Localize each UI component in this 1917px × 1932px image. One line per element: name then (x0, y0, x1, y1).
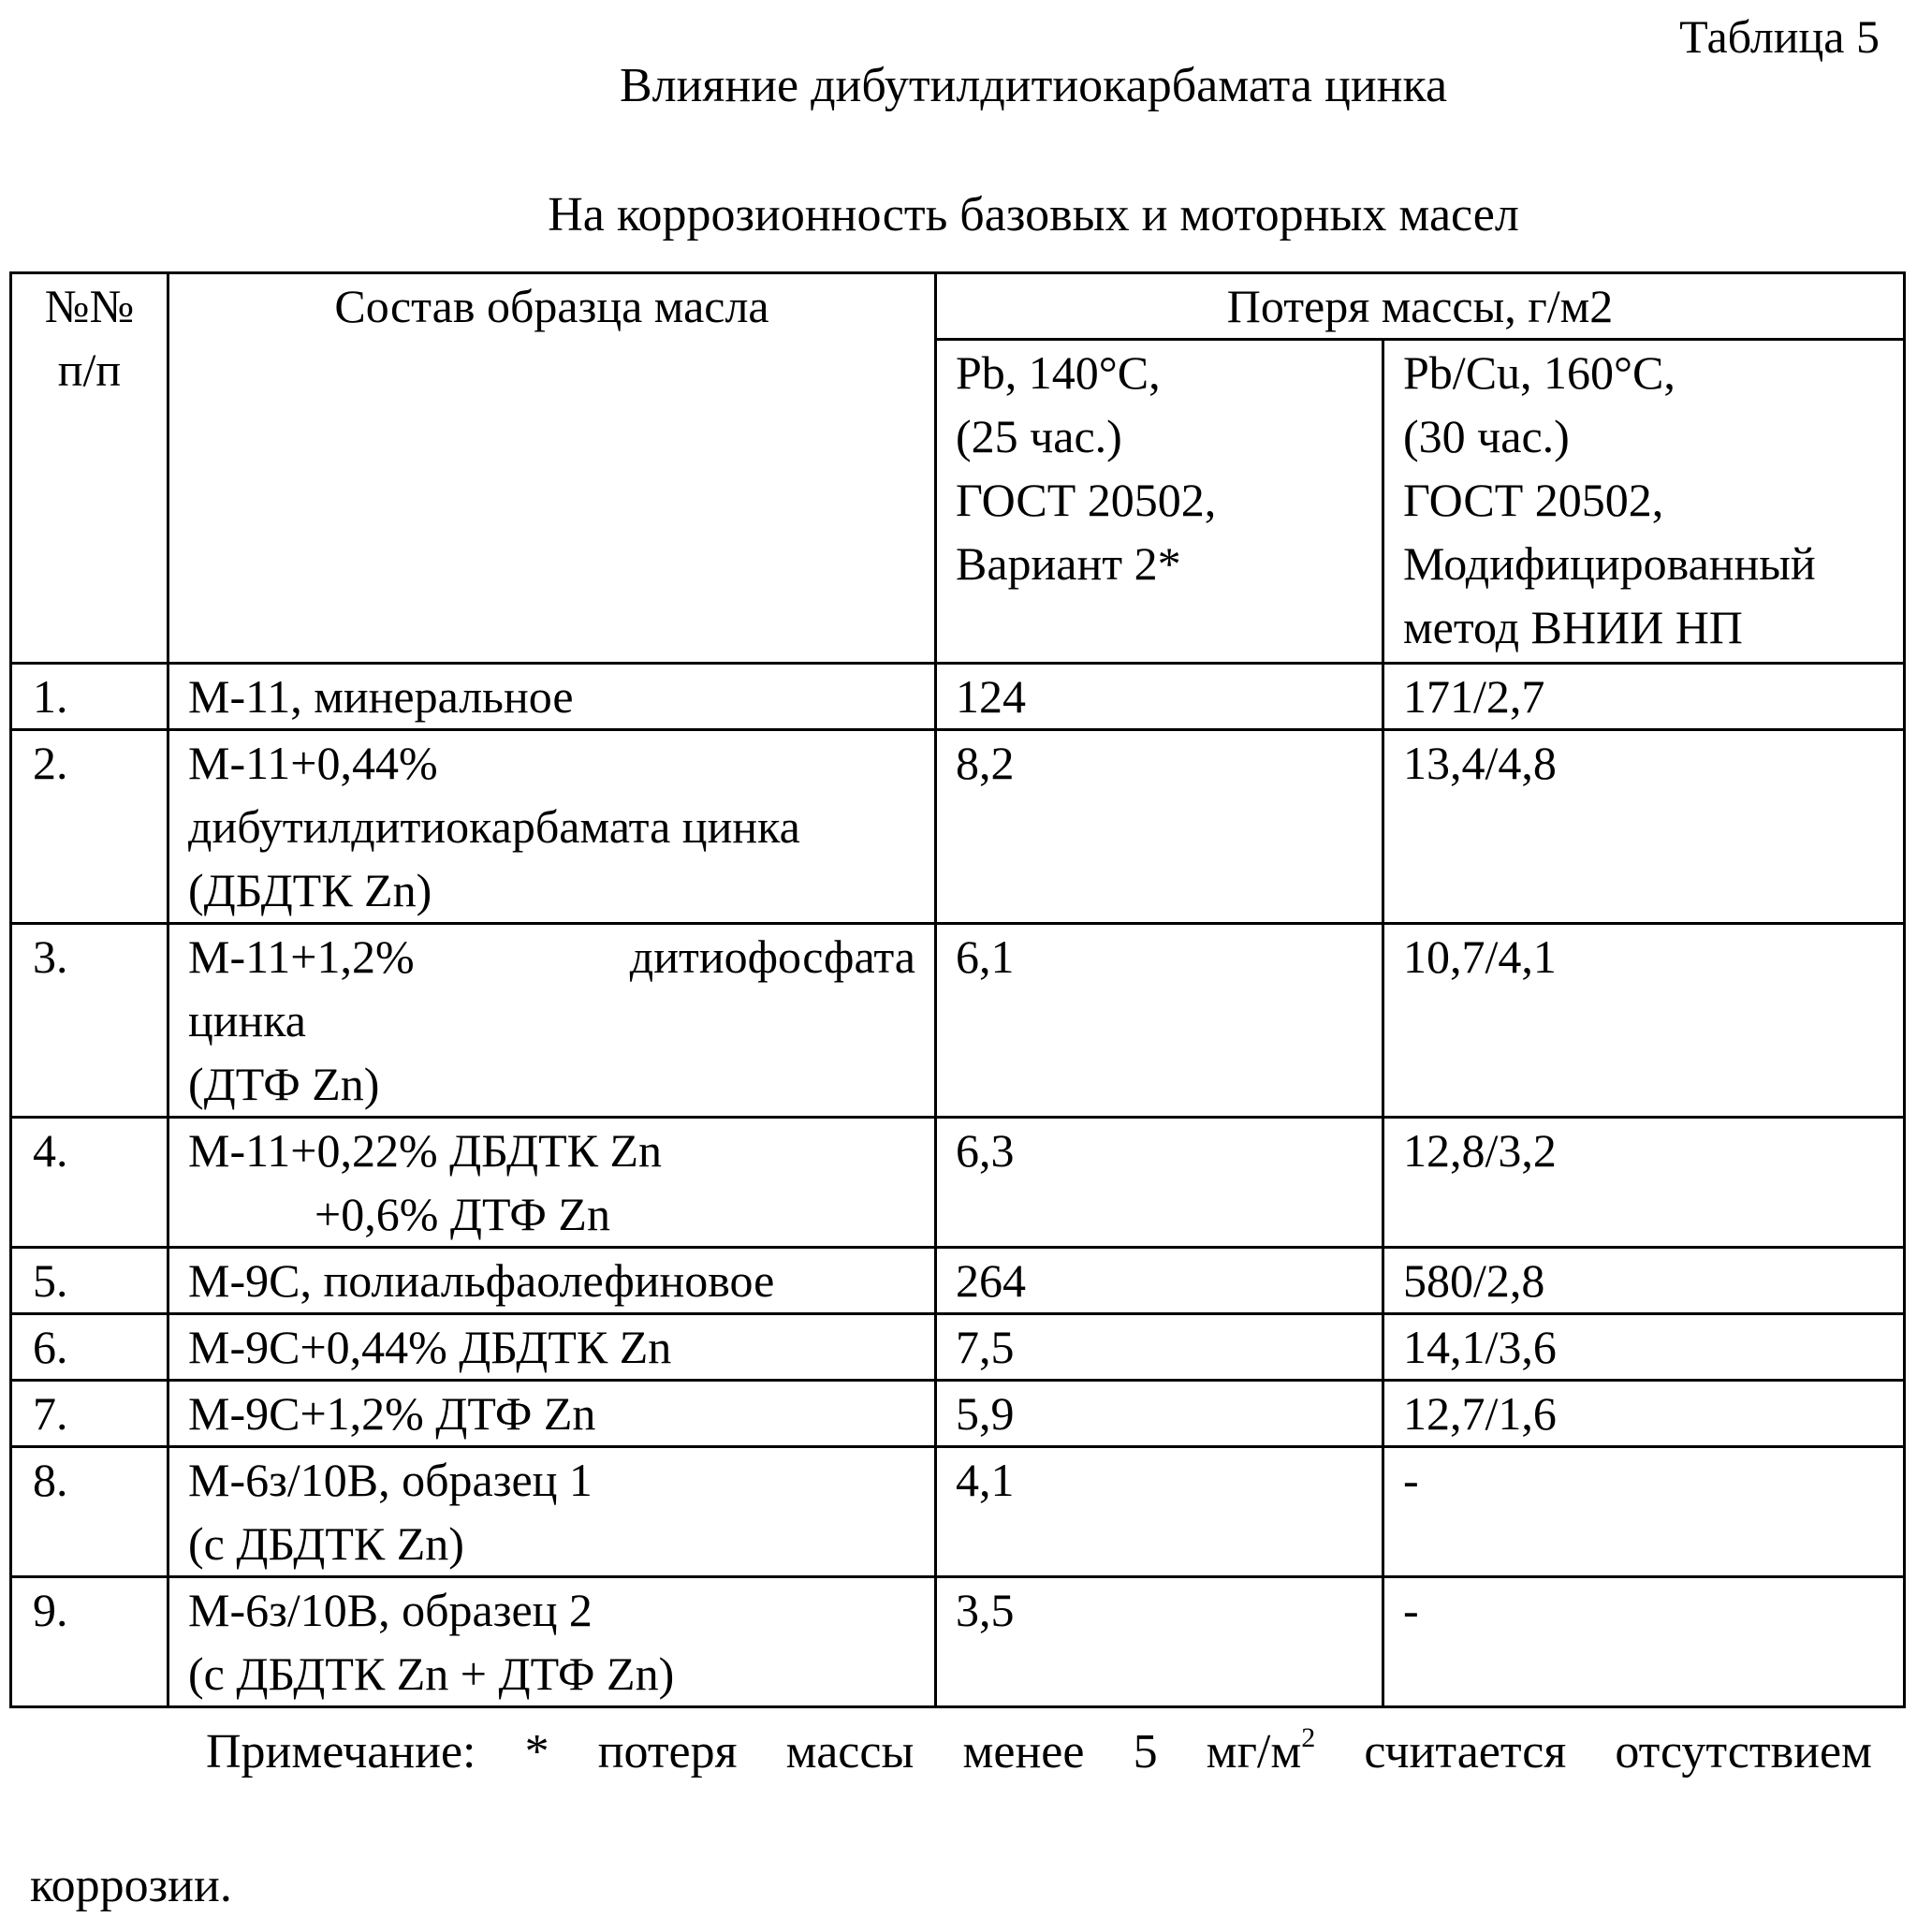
row-pbcu-loss: 580/2,8 (1383, 1248, 1905, 1314)
row-pb-loss: 124 (936, 664, 1383, 730)
table-row (11, 1447, 1905, 1577)
table-row (11, 1118, 1905, 1248)
note-word: * (524, 1725, 549, 1778)
note-word: отсутствием (1615, 1725, 1872, 1778)
header-pbcu-line: Pb/Cu, 160°C, (1403, 346, 1676, 399)
row-number: 2. (11, 730, 168, 924)
row-pbcu-loss: 13,4/4,8 (1383, 730, 1905, 924)
row-pb-loss: 8,2 (936, 730, 1383, 924)
footnote-end: коррозии. (30, 1859, 232, 1912)
header-pbcu-line: (30 час.) (1403, 410, 1570, 462)
note-word: считается (1364, 1725, 1567, 1778)
header-mass-loss: Потеря массы, г/м2 (936, 273, 1905, 340)
note-word: 5 (1133, 1725, 1158, 1778)
header-pb-line: (25 час.) (956, 410, 1122, 462)
row-composition (168, 1118, 936, 1248)
row-number: 3. (11, 924, 168, 1118)
composition-line: (с ДБДТК Zn) (188, 1517, 464, 1570)
header-num (11, 273, 168, 664)
header-pbcu-line: Модифицированный (1403, 537, 1816, 590)
composition-line: М-9С+1,2% ДТФ Zn (188, 1387, 596, 1440)
row-number: 5. (11, 1248, 168, 1314)
row-composition (168, 664, 936, 730)
note-superscript: 2 (1301, 1721, 1316, 1753)
row-composition (168, 924, 936, 1118)
row-composition (168, 730, 936, 924)
table-row (11, 1314, 1905, 1381)
row-number: 4. (11, 1118, 168, 1248)
row-pbcu-loss: 12,7/1,6 (1383, 1381, 1905, 1447)
header-num-line: п/п (57, 344, 122, 396)
row-pb-loss: 5,9 (936, 1381, 1383, 1447)
header-composition: Состав образца масла (168, 273, 936, 664)
composition-line: +0,6% ДТФ Zn (315, 1188, 610, 1240)
row-pbcu-loss: - (1383, 1577, 1905, 1707)
table-row (11, 664, 1905, 730)
header-pbcu (1383, 340, 1905, 664)
table-title-line1: Влияние дибутилдитиокарбамата цинка (619, 59, 1448, 112)
composition-line: М-11+0,44% (188, 737, 438, 789)
composition-line: М-11, минеральное (188, 670, 574, 723)
note-word: массы (785, 1725, 915, 1778)
row-number: 7. (11, 1381, 168, 1447)
header-pb-line: Вариант 2* (956, 537, 1181, 590)
footnote (206, 1721, 1872, 1779)
header-pbcu-line: ГОСТ 20502, (1403, 474, 1664, 526)
note-word: менее (962, 1725, 1085, 1778)
header-num-line: №№ (44, 280, 135, 332)
composition-line: М-9С+0,44% ДБДТК Zn (188, 1321, 672, 1373)
note-word: мг/м (1206, 1725, 1302, 1778)
composition-line: (ДБДТК Zn) (188, 864, 432, 916)
note-unit (1206, 1721, 1316, 1779)
header-row-1 (11, 273, 1905, 340)
row-number: 1. (11, 664, 168, 730)
table-title-line2: На коррозионность базовых и моторных масел (548, 188, 1519, 242)
row-pb-loss: 264 (936, 1248, 1383, 1314)
row-composition (168, 1314, 936, 1381)
row-pb-loss: 7,5 (936, 1314, 1383, 1381)
note-word: потеря (597, 1725, 738, 1778)
composition-line: цинка (188, 994, 307, 1046)
header-pb (936, 340, 1383, 664)
row-number: 6. (11, 1314, 168, 1381)
table-row (11, 924, 1905, 1118)
row-pbcu-loss: 171/2,7 (1383, 664, 1905, 730)
row-pbcu-loss: 14,1/3,6 (1383, 1314, 1905, 1381)
table-label: Таблица 5 (1679, 10, 1880, 63)
header-pb-line: Pb, 140°C, (956, 346, 1161, 399)
row-composition (168, 1381, 936, 1447)
composition-line: (с ДБДТК Zn + ДТФ Zn) (188, 1647, 675, 1700)
composition-line: М-6з/10В, образец 2 (188, 1584, 593, 1636)
row-composition (168, 1577, 936, 1707)
table-row (11, 730, 1905, 924)
composition-line: М-11+0,22% ДБДТК Zn (188, 1124, 663, 1177)
row-composition (168, 1447, 936, 1577)
row-pb-loss: 4,1 (936, 1447, 1383, 1577)
corrosion-table (9, 271, 1906, 1708)
composition-line: дибутилдитиокарбамата цинка (188, 800, 800, 853)
row-pbcu-loss: - (1383, 1447, 1905, 1577)
composition-line: (ДТФ Zn) (188, 1058, 380, 1110)
header-pbcu-line: метод ВНИИ НП (1403, 601, 1743, 653)
row-pb-loss: 3,5 (936, 1577, 1383, 1707)
row-number: 8. (11, 1447, 168, 1577)
row-pbcu-loss: 10,7/4,1 (1383, 924, 1905, 1118)
table-row (11, 1577, 1905, 1707)
note-word: Примечание: (206, 1725, 476, 1778)
row-pb-loss: 6,1 (936, 924, 1383, 1118)
table-row (11, 1248, 1905, 1314)
composition-line-justified (188, 925, 915, 988)
composition-word: М-11+1,2% (188, 930, 415, 983)
row-pbcu-loss: 12,8/3,2 (1383, 1118, 1905, 1248)
row-composition (168, 1248, 936, 1314)
row-number: 9. (11, 1577, 168, 1707)
row-pb-loss: 6,3 (936, 1118, 1383, 1248)
composition-word: дитиофосфата (629, 930, 915, 983)
header-pb-line: ГОСТ 20502, (956, 474, 1217, 526)
table-row (11, 1381, 1905, 1447)
composition-line: М-9С, полиальфаолефиновое (188, 1254, 775, 1307)
composition-line: М-6з/10В, образец 1 (188, 1454, 593, 1506)
